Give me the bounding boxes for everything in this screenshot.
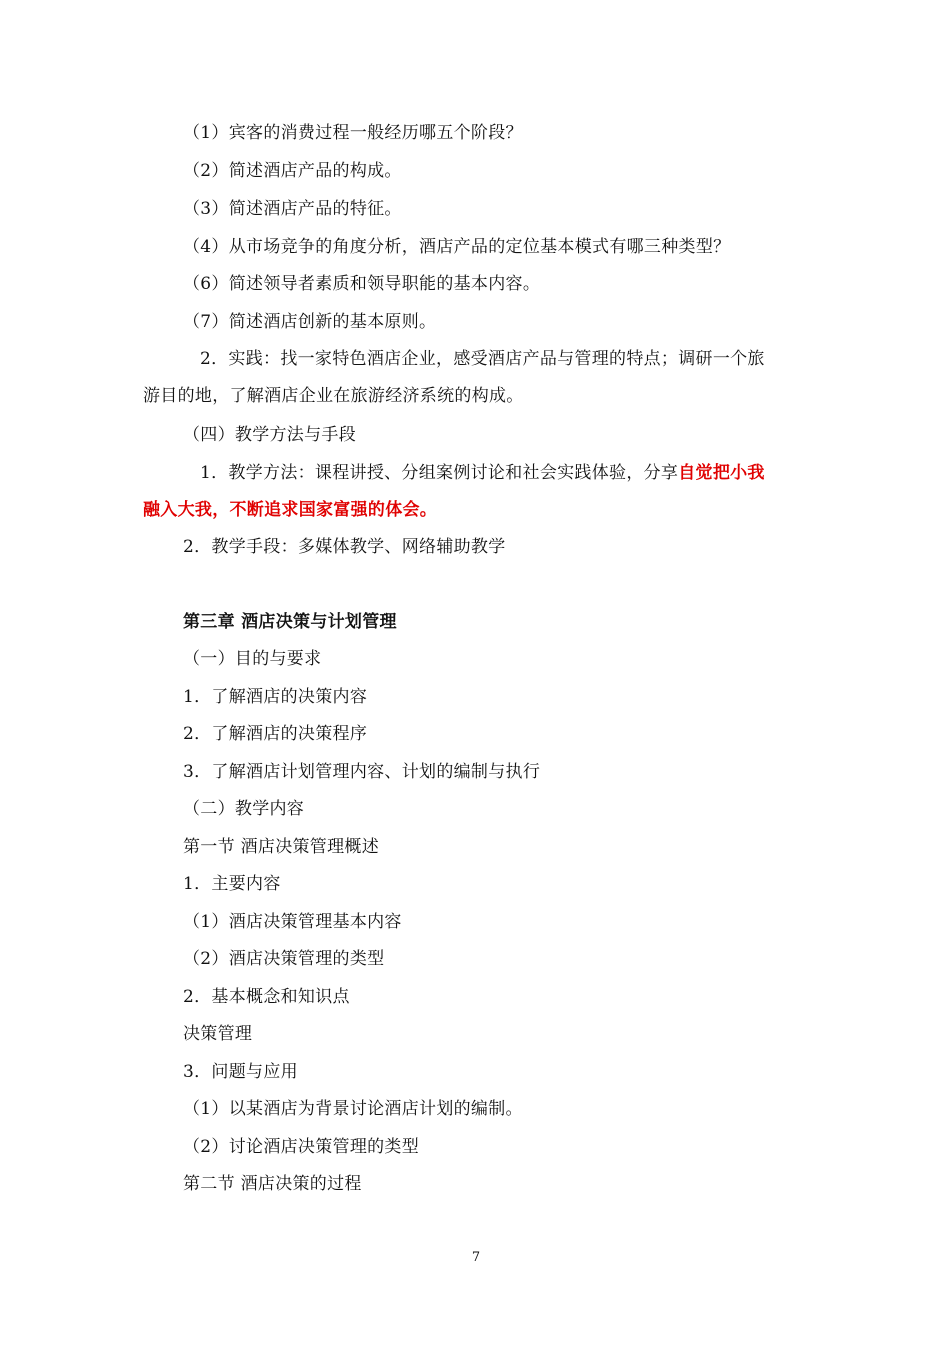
highlighted-text-part-2: 融入大我，不断追求国家富强的体会。 [143,500,438,520]
question-2: （2）简述酒店产品的构成。 [183,161,402,181]
methods-paragraph-line-1 [200,462,765,484]
chapter-heading: 第三章 酒店决策与计划管理 [183,612,397,632]
practice-paragraph-line-1: 2．实践：找一家特色酒店企业，感受酒店产品与管理的特点；调研一个旅 [200,349,765,369]
question-3: （3）简述酒店产品的特征。 [183,199,402,219]
subsection-heading-2: 第二节 酒店决策的过程 [183,1174,362,1194]
question-6: （6）简述领导者素质和领导职能的基本内容。 [183,274,541,294]
main-content-heading: 1．主要内容 [183,874,281,894]
application-heading: 3．问题与应用 [183,1062,298,1082]
means-paragraph: 2．教学手段：多媒体教学、网络辅助教学 [183,537,506,557]
section-heading-goals: （一）目的与要求 [183,649,322,669]
question-4: （4）从市场竞争的角度分析，酒店产品的定位基本模式有哪三种类型？ [183,237,731,257]
practice-paragraph-line-2: 游目的地，了解酒店企业在旅游经济系统的构成。 [143,386,524,406]
subsection-heading-1: 第一节 酒店决策管理概述 [183,837,380,857]
concept-item: 决策管理 [183,1024,253,1044]
goal-item-3: 3．了解酒店计划管理内容、计划的编制与执行 [183,762,541,782]
content-item-2: （2）酒店决策管理的类型 [183,949,385,969]
section-heading-content: （二）教学内容 [183,799,305,819]
goal-item-2: 2．了解酒店的决策程序 [183,724,368,744]
question-1: （1）宾客的消费过程一般经历哪五个阶段？ [183,123,523,143]
concepts-heading: 2．基本概念和知识点 [183,987,350,1007]
goal-item-1: 1．了解酒店的决策内容 [183,687,368,707]
application-item-1: （1）以某酒店为背景讨论酒店计划的编制。 [183,1099,523,1119]
highlighted-text-part-1: 自觉把小我 [678,463,765,483]
methods-text: 1．教学方法：课程讲授、分组案例讨论和社会实践体验，分享 [200,463,679,483]
question-7: （7）简述酒店创新的基本原则。 [183,312,437,332]
section-heading-methods: （四）教学方法与手段 [183,425,356,445]
page-number: 7 [471,1250,481,1265]
application-item-2: （2）讨论酒店决策管理的类型 [183,1137,420,1157]
content-item-1: （1）酒店决策管理基本内容 [183,912,402,932]
